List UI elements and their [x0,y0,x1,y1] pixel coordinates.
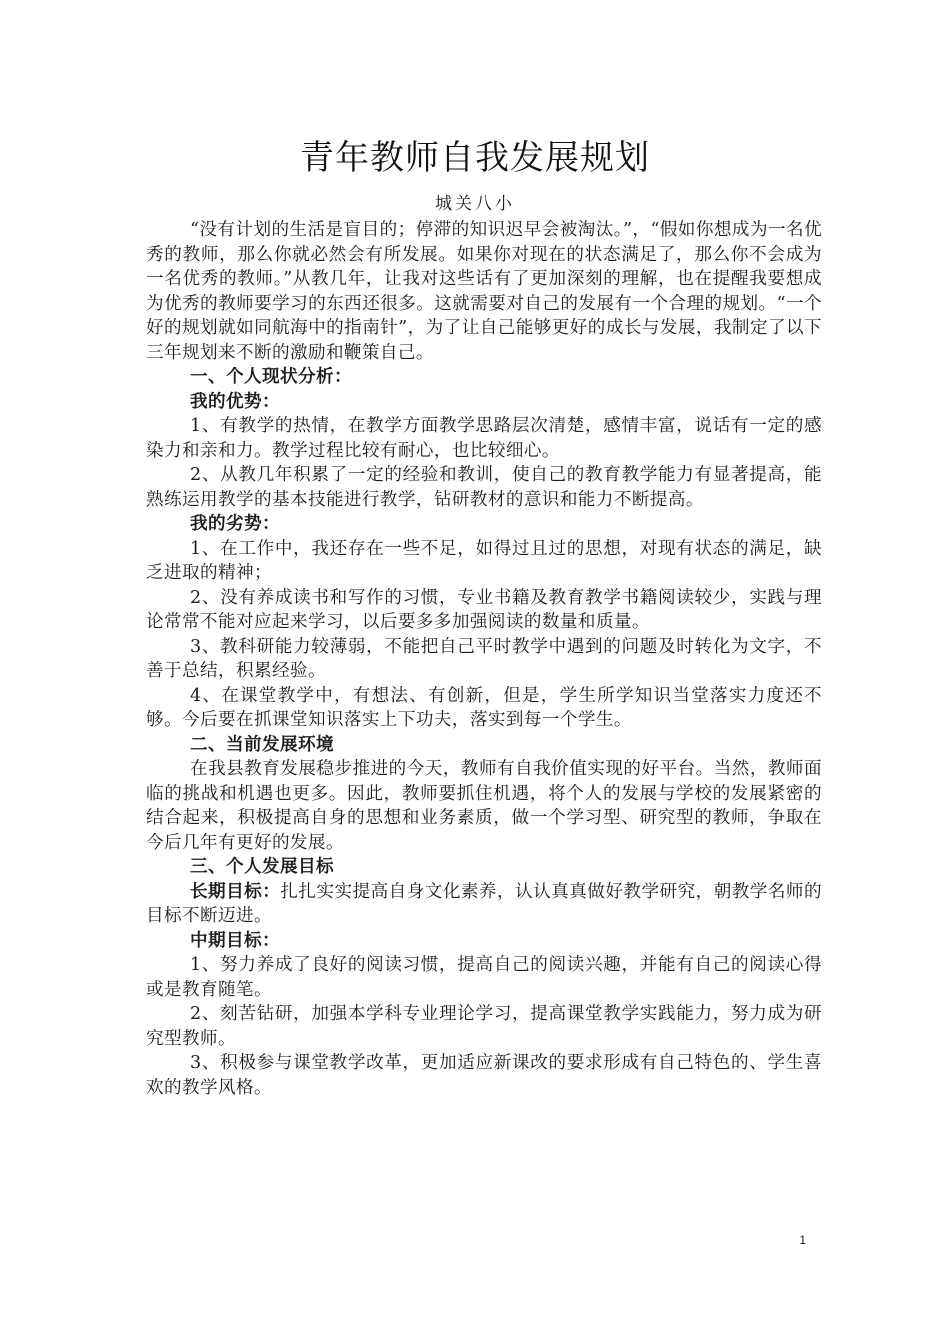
weakness-item-4: 4、在课堂教学中，有想法、有创新，但是，学生所学知识当堂落实力度还不够。今后要在抓课堂知识落实上下功夫，落实到每一个学生。 [146,685,822,730]
strengths-heading: 我的优势： [190,390,280,412]
weakness-item-2: 2、没有养成读书和写作的习惯，专业书籍及教育教学书籍阅读较少，实践与理论常常不能对应起来学习，以后要多多加强阅读的数量和质量。 [146,587,822,632]
weakness-item-3: 3、教科研能力较薄弱，不能把自己平时教学中遇到的问题及时转化为文字，不善于总结，积累经验。 [146,636,822,681]
section-heading-3: 三、个人发展目标 [190,856,334,877]
mid-term-item-1: 1、努力养成了良好的阅读习惯，提高自己的阅读兴趣，并能有自己的阅读心得或是教育随笔。 [146,955,822,1000]
intro-paragraph: “没有计划的生活是盲目的；停滞的知识迟早会被淘汰。”，“假如你想成为一名优秀的教师，那么你就必然会有所发展。如果你对现在的状态满足了，那么你不会成为一名优秀的教师。”从教几年，让我对这些话有了更加深刻的理解，也在提醒我要想成为优秀的教师要学习的东西还很多。这就需要对自己的发展有一个合理的规划。“一个好的规划就如同航海中的指南针”，为了让自己能够更好的成长与发展，我制定了以下三年规划来不断的激励和鞭策自己。 [146,220,822,363]
strength-item-1: 1、有教学的热情，在教学方面教学思路层次清楚，感情丰富，说话有一定的感染力和亲和力。教学过程比较有耐心，也比较细心。 [146,416,822,461]
mid-term-item-2: 2、刻苦钻研，加强本学科专业理论学习，提高课堂教学实践能力，努力成为研究型教师。 [146,1004,822,1049]
page-subtitle: 城关八小 [435,194,515,214]
weakness-item-1: 1、在工作中，我还存在一些不足，如得过且过的思想，对现有状态的满足，缺乏进取的精神； [146,538,822,583]
page-number: 1 [799,1233,806,1247]
long-term-text: 扎扎实实提高自身文化素养，认认真真做好教学研究，朝教学名师的目标不断迈进。 [146,881,822,926]
weaknesses-heading: 我的劣势： [190,513,280,534]
page-title: 青年教师自我发展规划 [300,138,650,178]
long-term-label: 长期目标： [190,880,281,902]
section-heading-2: 二、当前发展环境 [190,733,334,755]
document-body [146,218,822,1100]
mid-term-heading: 中期目标： [190,929,280,951]
mid-term-item-3: 3、积极参与课堂教学改革，更加适应新课改的要求形成有自己特色的、学生喜欢的教学风格。 [146,1053,822,1098]
environment-paragraph: 在我县教育发展稳步推进的今天，教师有自我价值实现的好平台。当然，教师面临的挑战和机遇也更多。因此，教师要抓住机遇，将个人的发展与学校的发展紧密的结合起来，积极提高自身的思想和业务素质，做一个学习型、研究型的教师，争取在今后几年有更好的发展。 [146,759,822,853]
section-heading-1: 一、个人现状分析： [190,366,352,387]
strength-item-2: 2、从教几年积累了一定的经验和教训，使自己的教育教学能力有显著提高，能熟练运用教学的基本技能进行教学，钻研教材的意识和能力不断提高。 [146,465,822,510]
long-term-goal [146,880,822,929]
